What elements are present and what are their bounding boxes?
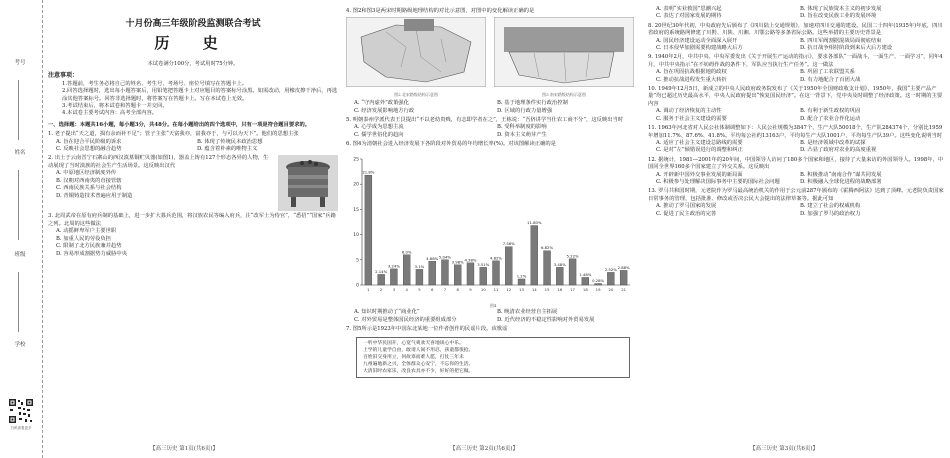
- question-3: [48, 213, 338, 257]
- question-11: [648, 125, 944, 155]
- data-label: 3.98%: [451, 258, 464, 264]
- option-b: B. 是经济领域中改革的试探: [800, 139, 866, 146]
- option-d: D. 抗日战争相持阶段到来后大后方建设: [800, 45, 893, 52]
- option-c: C. 儒学世俗化的趋向: [354, 131, 404, 138]
- class-label: 班级: [14, 252, 26, 258]
- page-1: [48, 6, 338, 258]
- bar: [480, 267, 487, 285]
- option-a: A. 心学成为思想主流: [354, 124, 404, 131]
- x-tick-label: 18: [582, 286, 588, 292]
- x-tick-label: 14: [531, 286, 537, 292]
- x-tick-label: 6: [430, 286, 434, 292]
- trade-growth-bar-chart: [346, 149, 636, 299]
- y-tick-label: 15: [353, 207, 359, 213]
- poem-line: 大清旧时农家乐，改良农具亦不少，好好的把它做。: [363, 368, 474, 374]
- option-b: B. 汉朝对西南夷的直接管辖: [56, 177, 122, 184]
- bar: [620, 270, 627, 285]
- question-stem: 10. 1949年12月5日，新成立的中央人民政府政务院发布了《关于1950年全国财政收支计划》，1950年，我国“主要产品产量”均已超过历史最高水平，中央人民政府提出“恢复国民经济”。在这一背景下，党中央及时调整了经济政策。这一时期的主要内容: [648, 86, 943, 107]
- option-a: A. 动摇鲜卑军户主要世职: [56, 228, 117, 235]
- x-tick-label: 4: [405, 286, 408, 292]
- x-tick-label: 7: [443, 286, 447, 292]
- question-8: [648, 23, 944, 53]
- bar: [505, 246, 512, 284]
- bar: [441, 259, 448, 284]
- bar: [467, 262, 474, 284]
- question-stem: 5. 明朝泰州学派代表王艮提出“不以老幼贵贱，有志即学者在之”，王栋说：“吾侪讲学当仕农工商不分”，这反映出当时: [346, 117, 624, 124]
- option-a: A. 调动了经济恢复的主动性: [656, 108, 722, 115]
- data-label: 2.52%: [604, 266, 617, 272]
- option-d: D. 凸显了政府对农业的高度重视: [800, 147, 877, 154]
- data-label: 21.8%: [362, 169, 375, 175]
- option-a: A. 旨在迎合平民阶级的诉求: [56, 138, 122, 145]
- exam-number-label: 考号: [14, 60, 26, 66]
- poem-line: 百姓旧交身用立，何故辜而难人愿，打仗三年未: [363, 354, 464, 360]
- question-1: [48, 131, 338, 153]
- page-3-footer: 【高三历史 第3页(共6页)】: [750, 446, 819, 452]
- option-b: B. 建立了社会的权威机构: [800, 203, 861, 210]
- question-12: [648, 157, 944, 187]
- question-2: [48, 155, 338, 211]
- chart-caption: 图4: [489, 303, 497, 309]
- data-label: 1.48%: [579, 271, 592, 277]
- data-label: 3.24%: [387, 263, 400, 269]
- data-label: 4.82%: [489, 254, 503, 260]
- data-label: 2.14%: [375, 268, 388, 274]
- question-stem: 13. 罗马共和国时期，元老院作为罗马最高统治机关的作用于公元前287年颁布的《霍腾西阿法》达到了顶峰。元老院负责国家日常事务的管理，包括批准、修改或否决公民大会提出的法律草案等。据此可知: [648, 188, 944, 202]
- notice-item: 3.考试结束后，将本试卷和答题卡一并交回。: [62, 103, 168, 110]
- x-tick-label: 15: [544, 286, 550, 292]
- option-c: C. 限制了北方民族兼并趋势: [56, 243, 122, 250]
- x-tick-label: 8: [456, 286, 459, 292]
- x-tick-label: 1: [367, 286, 370, 292]
- option-b: B. 体现了传统民本政治思想: [197, 138, 263, 145]
- question-7: [346, 326, 640, 377]
- question-stem: 1. 老子提出“天之道，损有余而补不足”；管子主张“天富我亦，富我亦于，与可以为天下”。他们的思想主张: [48, 131, 299, 138]
- question-stem: 9. 1940年2月，中共中央、中央军委发出《关于开展生产运动的指示》，要求各部队“一面战斗，一面生产，一面学习”，同年4月，中共中央指示“在不妨碍作战的条件下，军队应当执行生产任务”。这一做法: [648, 54, 943, 68]
- poem-line: 九州遍地新之兴，全体群众心安宁，不忘你的生活。: [363, 361, 474, 367]
- option-c: C. 反映社会思想的融合趋势: [56, 146, 122, 153]
- poem-line: 一听中华民国开，心宽气爽欢天喜地谈心中乐。: [363, 340, 464, 346]
- option-b: B. 受科举制度的影响: [497, 124, 547, 131]
- option-a: A. 旨在巩固抗战根据地的政权: [656, 69, 727, 76]
- qr-code-icon[interactable]: [8, 398, 34, 424]
- question-stem: 11. 1963年河北省对人民公社体制调整如下：人民公社规模为3847个，生产大队50018个，生产队284374个，分别比1959年增加11.7%、87.6%、41.8%。平均每公社约13163户，平均每生产大队1001户，平均每生产队39户。这些变化说明当时: [648, 125, 943, 139]
- option-a: A. 中原地区经济制度外传: [56, 170, 117, 177]
- folk-song-box: [356, 337, 630, 378]
- option-c: C. 是对“左”倾错误进行的调整和纠正: [656, 147, 743, 154]
- name-label: 姓名: [14, 150, 26, 156]
- option-c: C. 推动抗战进程发生重大转折: [656, 76, 727, 83]
- notice-item: 2.回答选择题时，选出每小题答案后，用铅笔把答题卡上对应题目的答案标号涂黑。如需改动，用橡皮擦干净后，再选涂其他答案标号。回答非选择题时，将答案写在答题卡上。写在本试卷上无效。: [62, 88, 338, 102]
- option-c: C. 服务于社会主义建设的需要: [656, 115, 727, 122]
- bar: [365, 175, 372, 285]
- notice-heading: 注意事项：: [48, 72, 79, 80]
- option-b: B. 加重人民的劳役负担: [56, 235, 111, 242]
- bar: [378, 274, 385, 285]
- bar: [390, 269, 397, 285]
- binding-margin: [0, 0, 43, 458]
- bar: [556, 267, 563, 285]
- bar: [607, 272, 614, 285]
- x-tick-label: 10: [480, 286, 486, 292]
- divider: [18, 80, 19, 140]
- option-c: C. 积极参与处理解决国际事务中主要的国际社会问题: [656, 178, 780, 185]
- question-stem: 7. 图5所示是1923年中国东北某地一位作者创作的民谣片段。该歌谣: [346, 326, 508, 333]
- exam-title: 十月份高三年级阶段监测联合考试: [125, 19, 261, 29]
- data-label: 6.82%: [541, 244, 554, 250]
- option-d: D. 青铜铸造技术普遍应用于制造: [56, 192, 133, 199]
- bar: [582, 277, 589, 285]
- option-c: C. 表达了对国家发展的期待: [656, 13, 722, 20]
- x-tick-label: 9: [469, 286, 472, 292]
- option-a: A. 国民经济建设运动全面深入展开: [656, 37, 738, 44]
- option-c: C. 日本侵华加剧需要构建战略大后方: [656, 45, 743, 52]
- map-caption: 图2 北宋路级结构示意图: [394, 91, 438, 97]
- option-d: D. 加强了罗马的政治权力: [800, 210, 861, 217]
- bar: [429, 261, 436, 285]
- question-4: [346, 8, 640, 115]
- option-c: C. 对外贸易是整体国民经济的重要组成部分: [354, 316, 457, 323]
- notice-item: 1.答题前，考生务必将自己的姓名、考生号、考场号、座位号填写在答题卡上。: [62, 80, 248, 87]
- data-label: 3.1%: [414, 263, 425, 269]
- option-b: B. 晚清农业经营自主拓展: [497, 309, 558, 316]
- data-label: 0.28%: [592, 277, 605, 283]
- question-9: [648, 54, 944, 84]
- question-stem: 6. 图4为清朝社会进入经济发展下各阶段对外贸易的年均增长率(%)。对该图解读正确的是: [346, 141, 556, 148]
- option-d: D. 区域的行政力量增强: [497, 107, 553, 114]
- poem-line: 上学的儿童学自由，敢请人间不用忍，孩童都很抢。: [363, 347, 474, 353]
- x-tick-label: 21: [621, 286, 627, 292]
- page-3: [648, 6, 944, 218]
- x-tick-label: 13: [519, 286, 524, 292]
- map-caption: 图3 南宋路级结构示意图: [542, 91, 586, 97]
- page-2: [346, 6, 640, 381]
- question-6: [346, 141, 640, 324]
- north-song-map: [346, 17, 486, 87]
- option-b: B. 有利于新生政权的巩固: [800, 108, 861, 115]
- school-label: 学校: [14, 342, 26, 348]
- y-tick-label: 10: [353, 232, 359, 238]
- y-tick-label: 20: [353, 182, 359, 188]
- question-stem: 8. 20世纪30年代初，中央政府先后颁布了《四川陆上交通规划》，加速对四川交通的建设。民国二十四年(1935年)年底，四川省政府的系统路网修建了川黔、川陕、川湘、川鄂公路等多条省际公路。这些举措的主要历史背景是: [648, 22, 943, 37]
- page-1-footer: 【高三历史 第1页(共6页)】: [150, 446, 219, 452]
- option-b: B. 积极推动“南南合作”谋共同发展: [800, 171, 882, 178]
- x-tick-label: 16: [557, 286, 563, 292]
- bar: [518, 279, 525, 285]
- option-c: C. 经济发展影响地方行政: [354, 107, 415, 114]
- y-tick-label: 5: [356, 257, 359, 263]
- x-tick-label: 17: [570, 286, 575, 292]
- bar: [531, 225, 538, 284]
- data-label: 7.56%: [502, 240, 515, 246]
- option-a: A. 知识时期推动了“商业化”: [354, 309, 420, 316]
- option-a: A. 适应了社会主义建设总路线的需要: [656, 139, 743, 146]
- option-d: D. 积极融入全球化进程的战略部署: [800, 178, 882, 185]
- data-label: 5.04%: [438, 253, 451, 259]
- question-7-options: [648, 6, 944, 21]
- question-13: [648, 188, 944, 218]
- subject-title: 历 史: [154, 34, 232, 52]
- data-label: 3.48%: [553, 261, 566, 267]
- question-10: [648, 86, 944, 123]
- option-d: D. 旨在改变民族工业的发展环境: [800, 13, 877, 20]
- x-tick-label: 5: [418, 286, 421, 292]
- option-a: A. 推动了罗马国家的发展: [656, 203, 717, 210]
- question-5: [346, 117, 640, 139]
- data-label: 11.80%: [527, 219, 542, 225]
- section-heading: 一、选择题：本题共16小题，每小题3分，共48分。在每小题给出的四个选项中，只有一项是符合题目要求的。: [48, 121, 311, 128]
- option-b: B. 巩固了工农联盟关系: [800, 69, 855, 76]
- notice-item: 4.本试卷主要考试内容：高考全部内容。: [62, 110, 158, 117]
- south-song-map: [494, 17, 634, 87]
- bronze-cowrie-container-image: [278, 155, 338, 211]
- data-label: 4.38%: [464, 256, 477, 262]
- bar: [569, 258, 576, 284]
- option-d: D. 容易形成割据势力威胁中央: [56, 250, 127, 257]
- data-label: 5.22%: [566, 252, 579, 258]
- option-d: D. 资本主义萌芽产生: [497, 131, 547, 138]
- y-tick-label: 0: [356, 283, 359, 289]
- option-a: A. 开辟新中国外交事业发展的新局面: [656, 171, 743, 178]
- divider: [18, 272, 19, 332]
- option-b: B. 体现了民族资本主义的初步发展: [800, 6, 882, 12]
- option-d: D. 近代经济的不稳定性影响对外贸易发展: [497, 316, 595, 323]
- option-d: D. 配合了农业合作化运动: [800, 115, 861, 122]
- page-2-footer: 【高三历史 第2页(共6页)】: [450, 446, 519, 452]
- data-label: 6.0%: [401, 248, 412, 254]
- question-stem: 12. 据统计，1981—2001年的20年间，中国领导人访问了180多个国家和地区，接待了大量来访的外国领导人。1998年，中国同全世界160多个国家建立了外交关系。这反映出: [648, 156, 944, 171]
- question-stem: 3. 北周武帝在原有府兵制的基础上，进一步扩大募兵范围，将汉族农民等编入府兵，注“改军士为侍官”，“悉招”“国家”兵籍之列。北周的这些做法: [48, 213, 336, 227]
- data-label: 1.2%: [516, 273, 527, 279]
- x-tick-label: 19: [595, 286, 601, 292]
- data-label: 4.68%: [426, 255, 439, 261]
- option-a: A. 表明“实业救国”思潮兴起: [656, 6, 722, 12]
- data-label: 3.51%: [477, 261, 490, 267]
- option-c: C. 西南民族关系与社会结构: [56, 185, 122, 192]
- divider: [18, 170, 19, 240]
- option-b: B. 基于地理条件实行政治控制: [497, 100, 568, 107]
- bar: [403, 254, 410, 284]
- option-a: A. “守内虚外”政策强化: [354, 100, 409, 107]
- exam-info: 本试卷满分100分，考试用时75分钟。: [147, 61, 239, 67]
- bar: [454, 264, 461, 284]
- option-b: B. 四川军阀割据混战局面彻底结束: [800, 37, 882, 44]
- question-stem: 2. 出土于云南晋宁石寨山的西汉滇墓铜贮贝器(如图1)，器盖上铸有127个形态各异的人物，生动展现了当时滇族的社会生产生活场景。这反映出汉代: [48, 155, 269, 169]
- option-c: C. 促进了民主政治的完善: [656, 210, 717, 217]
- data-label: 2.88%: [617, 264, 630, 270]
- x-tick-label: 11: [493, 286, 499, 292]
- x-tick-label: 12: [506, 286, 512, 292]
- x-tick-label: 3: [392, 286, 396, 292]
- x-tick-label: 20: [608, 286, 614, 292]
- qr-caption: 扫码查看更多: [10, 426, 32, 430]
- y-tick-label: 25: [353, 157, 359, 163]
- bar: [416, 269, 423, 285]
- bar: [492, 260, 499, 284]
- option-d: D. 有力地配合了百团大战: [800, 76, 861, 83]
- bar: [544, 250, 551, 284]
- option-d: D. 蕴含着朴素的唯物主义: [197, 146, 258, 153]
- x-tick-label: 2: [379, 286, 383, 292]
- question-stem: 4. 图2和图3是两宋时期路级地理结构的对比示意图，对图中的变化解读正确的是: [346, 8, 535, 14]
- bar: [595, 283, 602, 285]
